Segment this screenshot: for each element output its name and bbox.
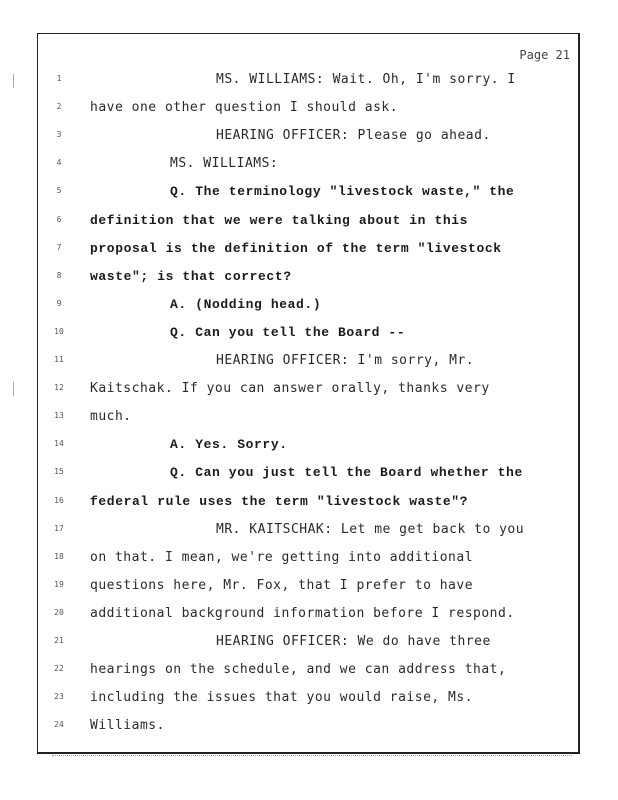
- transcript-line: [0, 494, 618, 522]
- line-text: MR. KAITSCHAK: Let me get back to you: [216, 521, 525, 537]
- line-number: 9: [56, 298, 62, 308]
- line-number: 6: [56, 214, 62, 224]
- line-number: 18: [54, 551, 64, 561]
- transcript-line: [0, 718, 618, 746]
- line-number: 8: [56, 270, 62, 280]
- transcript-line: [0, 128, 618, 156]
- transcript-line: [0, 213, 618, 241]
- transcript-line: [0, 634, 618, 662]
- line-number: 21: [54, 636, 64, 645]
- line-text: Q. Can you just tell the Board whether the: [170, 465, 523, 481]
- line-text: HEARING OFFICER: Please go ahead.: [216, 128, 491, 144]
- transcript-line: [0, 100, 618, 128]
- line-number: 10: [54, 326, 64, 336]
- line-number: 1: [56, 74, 62, 83]
- line-text: definition that we were talking about in this: [90, 212, 469, 228]
- line-text: HEARING OFFICER: We do have three: [216, 634, 491, 649]
- line-text: Q. The terminology "livestock waste," the: [170, 184, 515, 200]
- line-number: 14: [54, 439, 64, 449]
- line-text: MS. WILLIAMS: Wait. Oh, I'm sorry. I: [216, 72, 516, 87]
- transcript-line: [0, 269, 618, 297]
- line-number: 17: [54, 523, 64, 533]
- line-number: 13: [54, 411, 64, 421]
- transcript-line: [0, 381, 618, 409]
- page-number: Page 21: [519, 48, 570, 62]
- line-number: 24: [54, 720, 64, 730]
- line-text: A. (Nodding head.): [170, 296, 322, 312]
- line-text: additional background information before I respond.: [90, 605, 515, 621]
- transcript-line: [0, 156, 618, 184]
- transcript-line: [0, 465, 618, 493]
- line-text: on that. I mean, we're getting into additional: [90, 549, 474, 565]
- transcript-line: [0, 550, 618, 578]
- line-number: 11: [54, 355, 64, 364]
- transcript-line: [0, 437, 618, 465]
- line-number: 3: [56, 130, 62, 140]
- transcript-line: [0, 606, 618, 634]
- line-number: 12: [54, 383, 64, 393]
- transcript-line: [0, 522, 618, 550]
- line-text: much.: [90, 409, 132, 425]
- line-number: 15: [54, 467, 64, 477]
- line-text: questions here, Mr. Fox, that I prefer to have: [90, 577, 474, 593]
- transcript-line: [0, 184, 618, 212]
- line-number: 7: [56, 242, 62, 252]
- line-text: have one other question I should ask.: [90, 100, 399, 116]
- line-text: Q. Can you tell the Board --: [170, 324, 406, 340]
- line-number: 16: [54, 495, 64, 505]
- line-text: HEARING OFFICER: I'm sorry, Mr.: [216, 353, 475, 368]
- transcript-line: [0, 353, 618, 381]
- line-number: 20: [54, 607, 64, 617]
- line-number: 22: [54, 664, 64, 674]
- line-text: federal rule uses the term "livestock waste"?: [90, 493, 469, 509]
- transcript-line: [0, 578, 618, 606]
- line-number: 5: [56, 186, 62, 196]
- line-number: 2: [56, 102, 62, 112]
- line-text: Kaitschak. If you can answer orally, thanks very: [90, 381, 490, 397]
- transcript-line: [0, 297, 618, 325]
- transcript-line: [0, 325, 618, 353]
- transcript-line: [0, 241, 618, 269]
- transcript-line: [0, 409, 618, 437]
- line-text: hearings on the schedule, and we can address that,: [90, 662, 507, 678]
- line-number: 19: [54, 579, 64, 589]
- line-text: including the issues that you would raise, Ms.: [90, 690, 474, 706]
- line-text: A. Yes. Sorry.: [170, 437, 288, 453]
- line-text: proposal is the definition of the term "livestock: [90, 240, 502, 256]
- line-text: MS. WILLIAMS:: [170, 156, 279, 172]
- transcript-line: [0, 72, 618, 100]
- transcript-line: [0, 662, 618, 690]
- line-number: 23: [54, 692, 64, 702]
- transcript-line: [0, 690, 618, 718]
- footer-rule: [52, 755, 572, 756]
- line-text: waste"; is that correct?: [90, 268, 292, 284]
- line-text: Williams.: [90, 718, 165, 734]
- line-number: 4: [56, 158, 62, 168]
